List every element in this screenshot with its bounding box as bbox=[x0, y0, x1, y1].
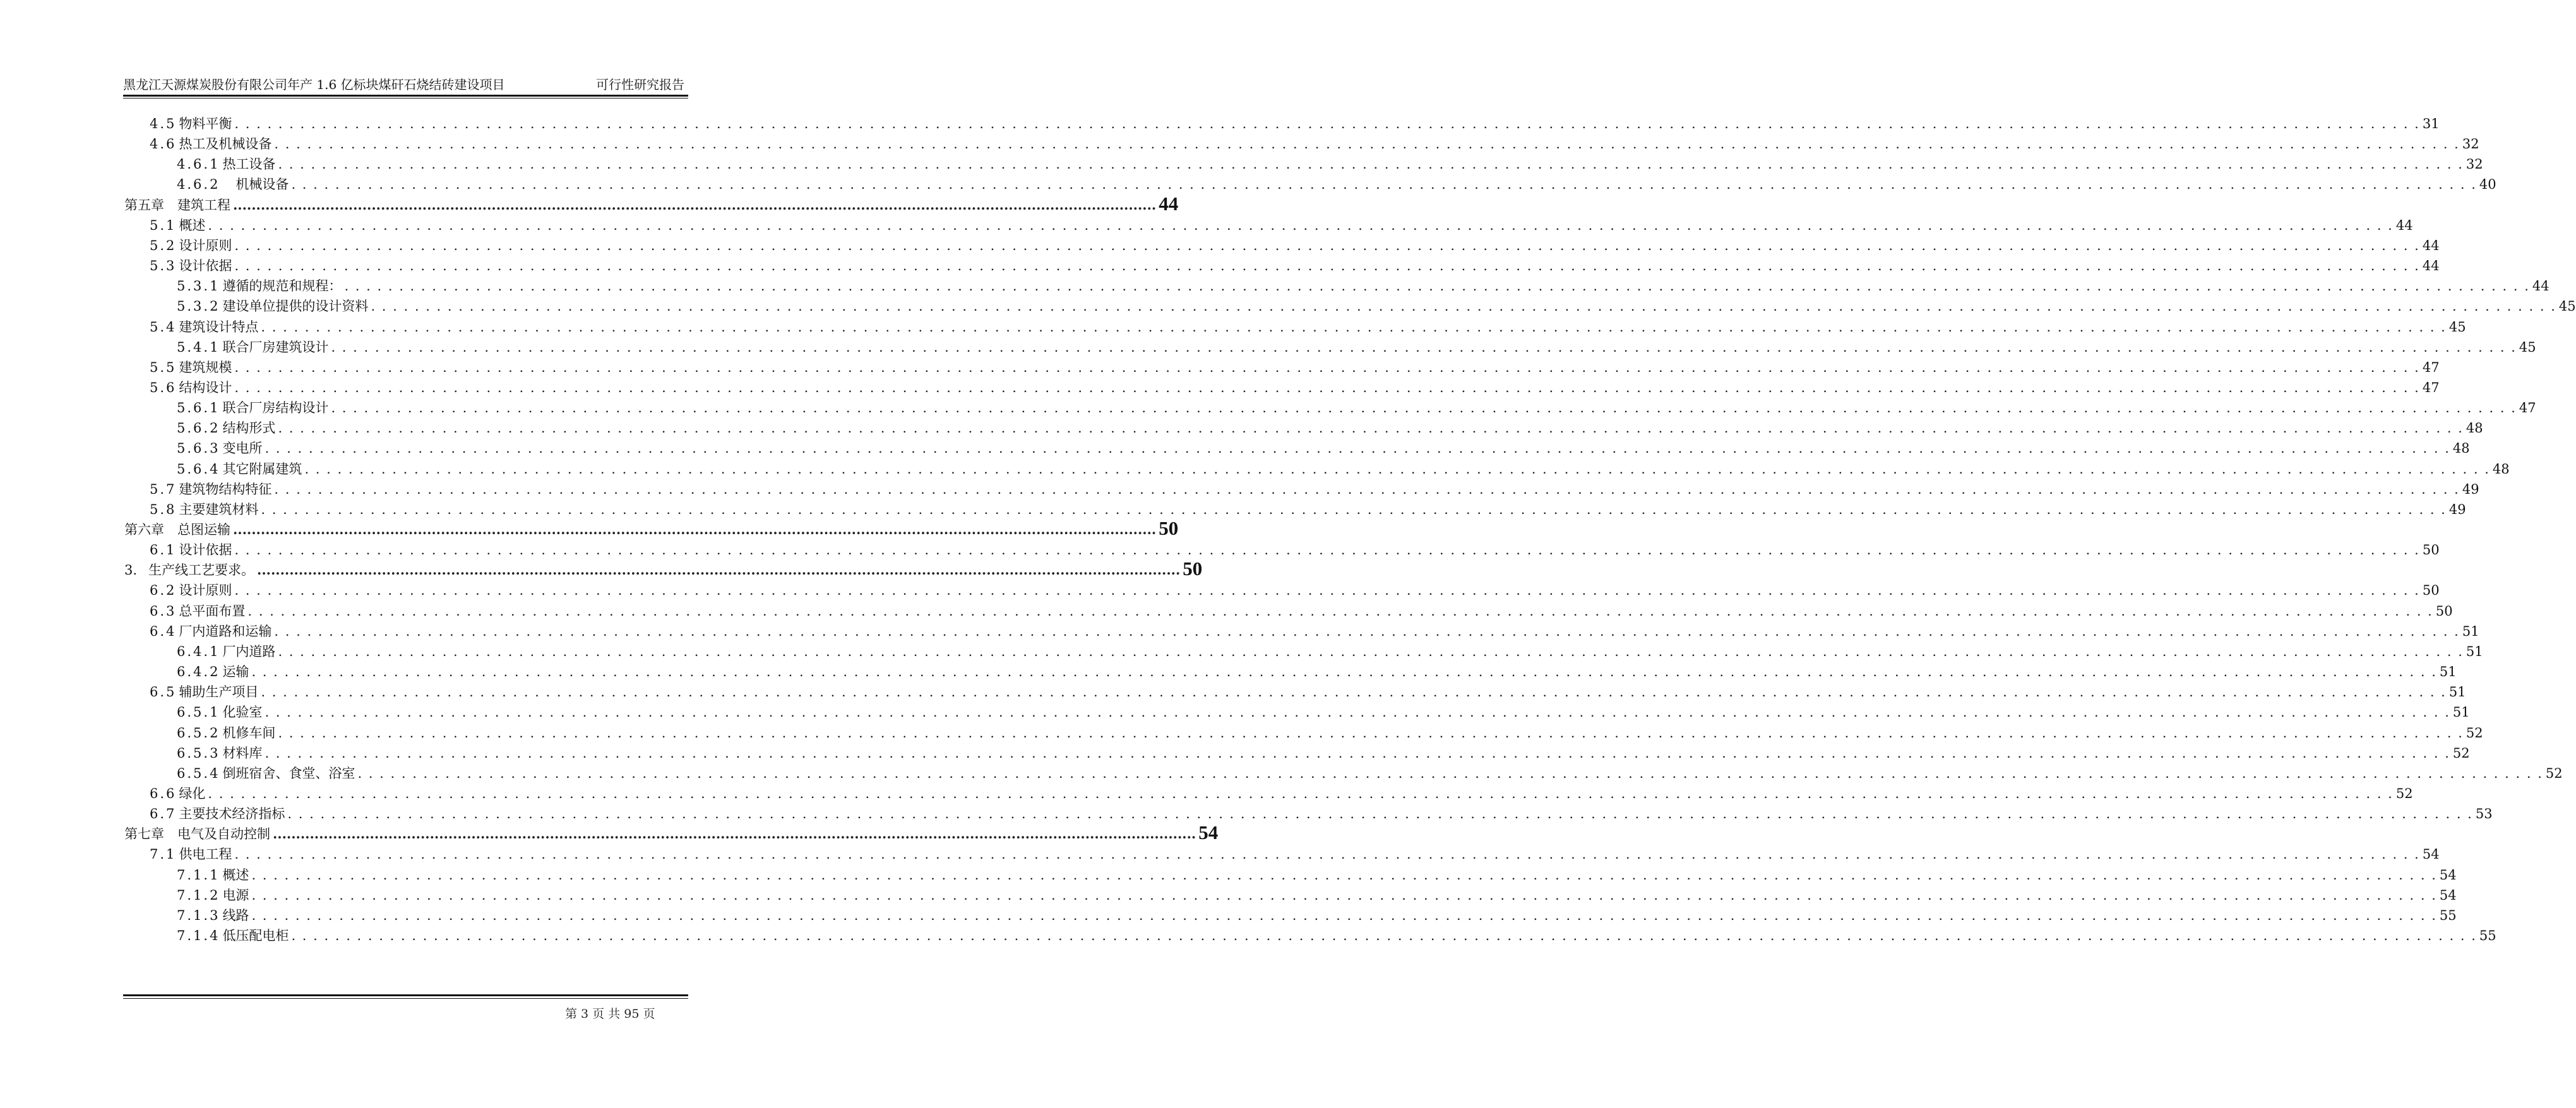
toc-entry[interactable] bbox=[177, 437, 2470, 457]
toc-entry[interactable] bbox=[177, 762, 2563, 782]
toc-dot-leader: . . . . . . . . . . . . . . . . . . . . . . . . . . . . . . . . . . . . . . . . . . . . . . . . . . . . . . . . . . . . . . . . . . . . . . . . . . . . . . . . . . . . . . . . . . . . . . . . . . . . . . . . . . . . . . . . . . . . . . . . . . . . . . . . . . . . . . . . . . . . . . . . . . . . . . . . . . . . . . . . . . . . . . . . . . . . . . . . . . . . . . . . . . . . . . . . . . . . . . . . bbox=[234, 379, 2420, 395]
toc-entry-page: 45 bbox=[2558, 299, 2576, 314]
footer-rule-thick bbox=[123, 994, 688, 996]
toc-entry-number: 第六章 bbox=[124, 522, 164, 537]
toc-entry[interactable] bbox=[177, 640, 2483, 660]
toc-entry-page: 47 bbox=[2519, 400, 2536, 416]
toc-entry-title: 结构形式 bbox=[222, 420, 276, 436]
toc-entry[interactable] bbox=[124, 517, 1179, 539]
toc-entry-number: 5.1 bbox=[150, 217, 177, 233]
toc-entry[interactable] bbox=[177, 904, 2457, 924]
toc-entry-title: 建筑物结构特征 bbox=[179, 481, 272, 497]
toc-entry-page: 47 bbox=[2422, 359, 2440, 375]
toc-entry-number: 7.1.1 bbox=[177, 867, 220, 883]
toc-entry-number: 4.6.2 bbox=[177, 177, 220, 193]
toc-entry-title: 设计依据 bbox=[179, 542, 232, 558]
toc-dot-leader: . . . . . . . . . . . . . . . . . . . . . . . . . . . . . . . . . . . . . . . . . . . . . . . . . . . . . . . . . . . . . . . . . . . . . . . . . . . . . . . . . . . . . . . . . . . . . . . . . . . . . . . . . . . . . . . . . . . . . . . . . . . . . . . . . . . . . . . . . . . . . . . . . . . . . . . . . . . . . . . . . . . . . . . . . . . . . . . . . . . . . . . . . . . . . . . . . . . . . . . . bbox=[208, 217, 2394, 233]
toc-entry[interactable] bbox=[177, 275, 2549, 295]
toc-entry-title: 化验室 bbox=[222, 705, 263, 720]
toc-dot-leader: . . . . . . . . . . . . . . . . . . . . . . . . . . . . . . . . . . . . . . . . . . . . . . . . . . . . . . . . . . . . . . . . . . . . . . . . . . . . . . . . . . . . . . . . . . . . . . . . . . . . . . . . . . . . . . . . . . . . . . . . . . . . . . . . . . . . . . . . . . . . . . . . . . . . . . . . . . . . . . . . . . . . . . . . . . . . . . . . . . . . . . . . . . . . . . . . . . . . . . . . bbox=[265, 745, 2450, 761]
toc-entry-title: 概述 bbox=[179, 217, 206, 233]
toc-entry-page: 45 bbox=[2448, 319, 2466, 335]
toc-entry-page: 44 bbox=[2422, 258, 2440, 274]
toc-entry-number: 6.5 bbox=[150, 684, 177, 700]
toc-dot-leader: ........................................................................................................................................................................................................ bbox=[233, 196, 1157, 213]
toc-entry-title: 建设单位提供的设计资料 bbox=[222, 299, 369, 314]
toc-dot-leader: . . . . . . . . . . . . . . . . . . . . . . . . . . . . . . . . . . . . . . . . . . . . . . . . . . . . . . . . . . . . . . . . . . . . . . . . . . . . . . . . . . . . . . . . . . . . . . . . . . . . . . . . . . . . . . . . . . . . . . . . . . . . . . . . . . . . . . . . . . . . . . . . . . . . . . . . . . . . . . . . . . . . . . . . . . . . . . . . . . . . . . . . . . . . . . . . . . . . . . . . bbox=[261, 319, 2447, 335]
toc-entry-number: 7.1.4 bbox=[177, 928, 220, 943]
toc-entry-number: 5.4 bbox=[150, 319, 177, 335]
toc-entry-title: 机修车间 bbox=[222, 725, 276, 741]
toc-entry-page: 44 bbox=[2422, 237, 2440, 253]
toc-entry-title: 机械设备 bbox=[222, 177, 289, 193]
toc-entry-number: 5.3.2 bbox=[177, 299, 220, 314]
toc-entry-number: 5.5 bbox=[150, 359, 177, 375]
toc-entry[interactable] bbox=[177, 153, 2483, 173]
toc-entry-number: 5.6.1 bbox=[177, 400, 220, 416]
toc-entry-title: 线路 bbox=[222, 907, 249, 923]
toc-dot-leader: . . . . . . . . . . . . . . . . . . . . . . . . . . . . . . . . . . . . . . . . . . . . . . . . . . . . . . . . . . . . . . . . . . . . . . . . . . . . . . . . . . . . . . . . . . . . . . . . . . . . . . . . . . . . . . . . . . . . . . . . . . . . . . . . . . . . . . . . . . . . . . . . . . . . . . . . . . . . . . . . . . . . . . . . . . . . . . . . . . . . . . . . . . . . . . . . . . . . . . . . bbox=[291, 177, 2477, 193]
toc-entry[interactable] bbox=[150, 112, 2440, 133]
toc-entry[interactable] bbox=[150, 316, 2466, 336]
toc-entry-page: 51 bbox=[2439, 664, 2457, 680]
toc-entry[interactable] bbox=[150, 600, 2453, 620]
toc-entry-page: 50 bbox=[2435, 603, 2453, 619]
toc-dot-leader: . . . . . . . . . . . . . . . . . . . . . . . . . . . . . . . . . . . . . . . . . . . . . . . . . . . . . . . . . . . . . . . . . . . . . . . . . . . . . . . . . . . . . . . . . . . . . . . . . . . . . . . . . . . . . . . . . . . . . . . . . . . . . . . . . . . . . . . . . . . . . . . . . . . . . . . . . . . . . . . . . . . . . . . . . . . . . . . . . . . . . . . . . . . . . . . . . . . . . . . . bbox=[234, 847, 2420, 862]
toc-entry-page: 50 bbox=[1183, 557, 1203, 580]
toc-dot-leader: . . . . . . . . . . . . . . . . . . . . . . . . . . . . . . . . . . . . . . . . . . . . . . . . . . . . . . . . . . . . . . . . . . . . . . . . . . . . . . . . . . . . . . . . . . . . . . . . . . . . . . . . . . . . . . . . . . . . . . . . . . . . . . . . . . . . . . . . . . . . . . . . . . . . . . . . . . . . . . . . . . . . . . . . . . . . . . . . . . . . . . . . . . . . . . . . . . . . . . . . bbox=[261, 684, 2447, 700]
toc-dot-leader: . . . . . . . . . . . . . . . . . . . . . . . . . . . . . . . . . . . . . . . . . . . . . . . . . . . . . . . . . . . . . . . . . . . . . . . . . . . . . . . . . . . . . . . . . . . . . . . . . . . . . . . . . . . . . . . . . . . . . . . . . . . . . . . . . . . . . . . . . . . . . . . . . . . . . . . . . . . . . . . . . . . . . . . . . . . . . . . . . . . . . . . . . . . . . . . . . . . . . . . . bbox=[251, 664, 2437, 680]
toc-entry-number: 5.8 bbox=[150, 501, 177, 517]
toc-entry-page: 54 bbox=[2439, 867, 2457, 883]
toc-dot-leader: . . . . . . . . . . . . . . . . . . . . . . . . . . . . . . . . . . . . . . . . . . . . . . . . . . . . . . . . . . . . . . . . . . . . . . . . . . . . . . . . . . . . . . . . . . . . . . . . . . . . . . . . . . . . . . . . . . . . . . . . . . . . . . . . . . . . . . . . . . . . . . . . . . . . . . . . . . . . . . . . . . . . . . . . . . . . . . . . . . . . . . . . . . . . . . . . . . . . . . . . bbox=[234, 583, 2420, 599]
toc-entry[interactable] bbox=[150, 782, 2413, 802]
toc-entry-title: 设计原则 bbox=[179, 583, 232, 599]
toc-dot-leader: . . . . . . . . . . . . . . . . . . . . . . . . . . . . . . . . . . . . . . . . . . . . . . . . . . . . . . . . . . . . . . . . . . . . . . . . . . . . . . . . . . . . . . . . . . . . . . . . . . . . . . . . . . . . . . . . . . . . . . . . . . . . . . . . . . . . . . . . . . . . . . . . . . . . . . . . . . . . . . . . . . . . . . . . . . . . . . . . . . . . . . . . . . . . . . . . . . . . . . . . bbox=[331, 339, 2517, 355]
toc-entry-title: 运输 bbox=[222, 664, 249, 680]
toc-entry-number: 6.4.1 bbox=[177, 643, 220, 659]
toc-entry[interactable] bbox=[177, 336, 2536, 356]
toc-entry-page: 53 bbox=[2475, 806, 2493, 822]
toc-entry-number: 3. bbox=[124, 563, 138, 578]
toc-entry-page: 31 bbox=[2422, 116, 2440, 131]
toc-dot-leader: . . . . . . . . . . . . . . . . . . . . . . . . . . . . . . . . . . . . . . . . . . . . . . . . . . . . . . . . . . . . . . . . . . . . . . . . . . . . . . . . . . . . . . . . . . . . . . . . . . . . . . . . . . . . . . . . . . . . . . . . . . . . . . . . . . . . . . . . . . . . . . . . . . . . . . . . . . . . . . . . . . . . . . . . . . . . . . . . . . . . . . . . . . . . . . . . . . . . . . . . bbox=[251, 907, 2437, 923]
toc-dot-leader: . . . . . . . . . . . . . . . . . . . . . . . . . . . . . . . . . . . . . . . . . . . . . . . . . . . . . . . . . . . . . . . . . . . . . . . . . . . . . . . . . . . . . . . . . . . . . . . . . . . . . . . . . . . . . . . . . . . . . . . . . . . . . . . . . . . . . . . . . . . . . . . . . . . . . . . . . . . . . . . . . . . . . . . . . . . . . . . . . . . . . . . . . . . . . . . . . . . . . . . . bbox=[234, 542, 2420, 558]
toc-entry-page: 48 bbox=[2492, 461, 2510, 477]
footer-rule-thin bbox=[123, 998, 688, 999]
toc-dot-leader: . . . . . . . . . . . . . . . . . . . . . . . . . . . . . . . . . . . . . . . . . . . . . . . . . . . . . . . . . . . . . . . . . . . . . . . . . . . . . . . . . . . . . . . . . . . . . . . . . . . . . . . . . . . . . . . . . . . . . . . . . . . . . . . . . . . . . . . . . . . . . . . . . . . . . . . . . . . . . . . . . . . . . . . . . . . . . . . . . . . . . . . . . . . . . . . . . . . . . . . . bbox=[234, 258, 2420, 274]
toc-entry-title: 材料库 bbox=[222, 745, 263, 761]
page-header bbox=[123, 74, 688, 93]
toc-entry-title: 变电所 bbox=[222, 441, 263, 456]
toc-entry-title: 总平面布置 bbox=[179, 603, 246, 619]
toc-entry[interactable] bbox=[177, 173, 2496, 193]
toc-entry-page: 51 bbox=[2448, 684, 2466, 700]
toc-entry[interactable] bbox=[177, 458, 2510, 478]
toc-entry-title: 建筑工程 bbox=[164, 197, 230, 213]
toc-entry-page: 47 bbox=[2422, 379, 2440, 395]
toc-entry-page: 51 bbox=[2452, 705, 2470, 720]
toc-entry-page: 55 bbox=[2439, 907, 2457, 923]
toc-entry-title: 建筑规模 bbox=[179, 359, 232, 375]
toc-dot-leader: . . . . . . . . . . . . . . . . . . . . . . . . . . . . . . . . . . . . . . . . . . . . . . . . . . . . . . . . . . . . . . . . . . . . . . . . . . . . . . . . . . . . . . . . . . . . . . . . . . . . . . . . . . . . . . . . . . . . . . . . . . . . . . . . . . . . . . . . . . . . . . . . . . . . . . . . . . . . . . . . . . . . . . . . . . . . . . . . . . . . . . . . . . . . . . . . . . . . . . . . bbox=[291, 928, 2477, 943]
toc-entry-title: 低压配电柜 bbox=[222, 928, 289, 943]
toc-entry-title: 遵循的规范和规程： bbox=[222, 278, 342, 294]
toc-entry-page: 54 bbox=[2422, 847, 2440, 862]
toc-entry-number: 7.1.2 bbox=[177, 887, 220, 903]
toc-entry[interactable] bbox=[150, 214, 2413, 234]
toc-entry-number: 6.2 bbox=[150, 583, 177, 599]
toc-entry[interactable] bbox=[150, 356, 2440, 376]
toc-entry-number: 5.6.4 bbox=[177, 461, 220, 477]
toc-dot-leader: . . . . . . . . . . . . . . . . . . . . . . . . . . . . . . . . . . . . . . . . . . . . . . . . . . . . . . . . . . . . . . . . . . . . . . . . . . . . . . . . . . . . . . . . . . . . . . . . . . . . . . . . . . . . . . . . . . . . . . . . . . . . . . . . . . . . . . . . . . . . . . . . . . . . . . . . . . . . . . . . . . . . . . . . . . . . . . . . . . . . . . . . . . . . . . . . . . . . . . . . bbox=[331, 400, 2517, 416]
toc-entry[interactable] bbox=[150, 254, 2440, 275]
toc-dot-leader: . . . . . . . . . . . . . . . . . . . . . . . . . . . . . . . . . . . . . . . . . . . . . . . . . . . . . . . . . . . . . . . . . . . . . . . . . . . . . . . . . . . . . . . . . . . . . . . . . . . . . . . . . . . . . . . . . . . . . . . . . . . . . . . . . . . . . . . . . . . . . . . . . . . . . . . . . . . . . . . . . . . . . . . . . . . . . . . . . . . . . . . . . . . . . . . . . . . . . . . . bbox=[274, 623, 2460, 639]
toc-entry-number: 4.6 bbox=[150, 136, 177, 152]
toc-entry[interactable] bbox=[150, 133, 2479, 153]
toc-dot-leader: ........................................................................................................................................................................................................ bbox=[257, 562, 1181, 578]
toc-entry[interactable] bbox=[177, 722, 2483, 742]
toc-entry-page: 48 bbox=[2452, 441, 2470, 456]
toc-entry-title: 厂内道路 bbox=[222, 643, 276, 659]
toc-entry-page: 51 bbox=[2462, 623, 2479, 639]
toc-entry[interactable] bbox=[177, 660, 2457, 681]
toc-entry-number: 6.5.3 bbox=[177, 745, 220, 761]
toc-entry-number: 第七章 bbox=[124, 826, 164, 842]
toc-dot-leader: . . . . . . . . . . . . . . . . . . . . . . . . . . . . . . . . . . . . . . . . . . . . . . . . . . . . . . . . . . . . . . . . . . . . . . . . . . . . . . . . . . . . . . . . . . . . . . . . . . . . . . . . . . . . . . . . . . . . . . . . . . . . . . . . . . . . . . . . . . . . . . . . . . . . . . . . . . . . . . . . . . . . . . . . . . . . . . . . . . . . . . . . . . . . . . . . . . . . . . . . bbox=[261, 501, 2447, 517]
toc-entry[interactable] bbox=[177, 701, 2470, 721]
toc-entry-title: 联合厂房建筑设计 bbox=[222, 339, 329, 355]
toc-entry-page: 32 bbox=[2462, 136, 2479, 152]
toc-entry-title: 倒班宿舍、食堂、浴室 bbox=[222, 765, 355, 781]
toc-entry-number: 5.6.3 bbox=[177, 441, 220, 456]
toc-dot-leader: . . . . . . . . . . . . . . . . . . . . . . . . . . . . . . . . . . . . . . . . . . . . . . . . . . . . . . . . . . . . . . . . . . . . . . . . . . . . . . . . . . . . . . . . . . . . . . . . . . . . . . . . . . . . . . . . . . . . . . . . . . . . . . . . . . . . . . . . . . . . . . . . . . . . . . . . . . . . . . . . . . . . . . . . . . . . . . . . . . . . . . . . . . . . . . . . . . . . . . . . bbox=[251, 887, 2437, 903]
toc-entry-number: 6.4 bbox=[150, 623, 177, 639]
toc-dot-leader: . . . . . . . . . . . . . . . . . . . . . . . . . . . . . . . . . . . . . . . . . . . . . . . . . . . . . . . . . . . . . . . . . . . . . . . . . . . . . . . . . . . . . . . . . . . . . . . . . . . . . . . . . . . . . . . . . . . . . . . . . . . . . . . . . . . . . . . . . . . . . . . . . . . . . . . . . . . . . . . . . . . . . . . . . . . . . . . . . . . . . . . . . . . . . . . . . . . . . . . . bbox=[357, 765, 2543, 781]
toc-entry[interactable] bbox=[150, 620, 2479, 640]
toc-dot-leader: . . . . . . . . . . . . . . . . . . . . . . . . . . . . . . . . . . . . . . . . . . . . . . . . . . . . . . . . . . . . . . . . . . . . . . . . . . . . . . . . . . . . . . . . . . . . . . . . . . . . . . . . . . . . . . . . . . . . . . . . . . . . . . . . . . . . . . . . . . . . . . . . . . . . . . . . . . . . . . . . . . . . . . . . . . . . . . . . . . . . . . . . . . . . . . . . . . . . . . . . bbox=[287, 806, 2473, 822]
toc-entry-number: 4.6.1 bbox=[177, 157, 220, 172]
toc-entry-number: 5.6 bbox=[150, 379, 177, 395]
toc-entry-page: 45 bbox=[2519, 339, 2536, 355]
toc-entry-title: 总图运输 bbox=[164, 522, 230, 537]
toc-entry[interactable] bbox=[177, 295, 2576, 315]
toc-entry-page: 50 bbox=[2422, 542, 2440, 558]
toc-entry[interactable] bbox=[150, 843, 2440, 863]
toc-entry-title: 物料平衡 bbox=[179, 116, 232, 131]
toc-entry-title: 热工设备 bbox=[222, 157, 276, 172]
toc-entry-number: 5.2 bbox=[150, 237, 177, 253]
toc-dot-leader: . . . . . . . . . . . . . . . . . . . . . . . . . . . . . . . . . . . . . . . . . . . . . . . . . . . . . . . . . . . . . . . . . . . . . . . . . . . . . . . . . . . . . . . . . . . . . . . . . . . . . . . . . . . . . . . . . . . . . . . . . . . . . . . . . . . . . . . . . . . . . . . . . . . . . . . . . . . . . . . . . . . . . . . . . . . . . . . . . . . . . . . . . . . . . . . . . . . . . . . . bbox=[371, 299, 2556, 314]
toc-dot-leader: . . . . . . . . . . . . . . . . . . . . . . . . . . . . . . . . . . . . . . . . . . . . . . . . . . . . . . . . . . . . . . . . . . . . . . . . . . . . . . . . . . . . . . . . . . . . . . . . . . . . . . . . . . . . . . . . . . . . . . . . . . . . . . . . . . . . . . . . . . . . . . . . . . . . . . . . . . . . . . . . . . . . . . . . . . . . . . . . . . . . . . . . . . . . . . . . . . . . . . . . bbox=[251, 867, 2437, 883]
toc-entry-page: 51 bbox=[2466, 643, 2483, 659]
toc-entry-title: 辅助生产项目 bbox=[179, 684, 259, 700]
toc-entry-page: 52 bbox=[2466, 725, 2483, 741]
toc-entry[interactable] bbox=[150, 376, 2440, 396]
toc-entry-number: 5.3.1 bbox=[177, 278, 220, 294]
toc-entry[interactable] bbox=[177, 864, 2457, 884]
toc-entry-number: 6.1 bbox=[150, 542, 177, 558]
toc-dot-leader: . . . . . . . . . . . . . . . . . . . . . . . . . . . . . . . . . . . . . . . . . . . . . . . . . . . . . . . . . . . . . . . . . . . . . . . . . . . . . . . . . . . . . . . . . . . . . . . . . . . . . . . . . . . . . . . . . . . . . . . . . . . . . . . . . . . . . . . . . . . . . . . . . . . . . . . . . . . . . . . . . . . . . . . . . . . . . . . . . . . . . . . . . . . . . . . . . . . . . . . . bbox=[234, 237, 2420, 253]
toc-entry-page: 44 bbox=[2532, 278, 2549, 294]
toc-entry-page: 55 bbox=[2479, 928, 2496, 943]
toc-entry-page: 50 bbox=[1159, 517, 1179, 539]
header-project-title: 黑龙江天源煤炭股份有限公司年产 1.6 亿标块煤矸石烧结砖建设项目 bbox=[123, 77, 505, 92]
toc-entry-number: 6.7 bbox=[150, 806, 177, 822]
toc-entry-page: 44 bbox=[2395, 217, 2413, 233]
toc-entry[interactable] bbox=[177, 924, 2496, 944]
toc-dot-leader: . . . . . . . . . . . . . . . . . . . . . . . . . . . . . . . . . . . . . . . . . . . . . . . . . . . . . . . . . . . . . . . . . . . . . . . . . . . . . . . . . . . . . . . . . . . . . . . . . . . . . . . . . . . . . . . . . . . . . . . . . . . . . . . . . . . . . . . . . . . . . . . . . . . . . . . . . . . . . . . . . . . . . . . . . . . . . . . . . . . . . . . . . . . . . . . . . . . . . . . . bbox=[247, 603, 2433, 619]
toc-entry-number: 6.5.4 bbox=[177, 765, 220, 781]
toc-dot-leader: . . . . . . . . . . . . . . . . . . . . . . . . . . . . . . . . . . . . . . . . . . . . . . . . . . . . . . . . . . . . . . . . . . . . . . . . . . . . . . . . . . . . . . . . . . . . . . . . . . . . . . . . . . . . . . . . . . . . . . . . . . . . . . . . . . . . . . . . . . . . . . . . . . . . . . . . . . . . . . . . . . . . . . . . . . . . . . . . . . . . . . . . . . . . . . . . . . . . . . . . bbox=[278, 420, 2464, 436]
toc-entry-title: 建筑设计特点 bbox=[179, 319, 259, 335]
toc-dot-leader: . . . . . . . . . . . . . . . . . . . . . . . . . . . . . . . . . . . . . . . . . . . . . . . . . . . . . . . . . . . . . . . . . . . . . . . . . . . . . . . . . . . . . . . . . . . . . . . . . . . . . . . . . . . . . . . . . . . . . . . . . . . . . . . . . . . . . . . . . . . . . . . . . . . . . . . . . . . . . . . . . . . . . . . . . . . . . . . . . . . . . . . . . . . . . . . . . . . . . . . . bbox=[234, 359, 2420, 375]
toc-entry-title: 结构设计 bbox=[179, 379, 232, 395]
toc-entry-page: 52 bbox=[2395, 785, 2413, 801]
page-number: 第 3 页 共 95 页 bbox=[565, 1007, 655, 1021]
toc-entry-page: 49 bbox=[2448, 501, 2466, 517]
toc-entry-number: 第五章 bbox=[124, 197, 164, 213]
toc-entry-number: 7.1.3 bbox=[177, 907, 220, 923]
toc-dot-leader: . . . . . . . . . . . . . . . . . . . . . . . . . . . . . . . . . . . . . . . . . . . . . . . . . . . . . . . . . . . . . . . . . . . . . . . . . . . . . . . . . . . . . . . . . . . . . . . . . . . . . . . . . . . . . . . . . . . . . . . . . . . . . . . . . . . . . . . . . . . . . . . . . . . . . . . . . . . . . . . . . . . . . . . . . . . . . . . . . . . . . . . . . . . . . . . . . . . . . . . . bbox=[234, 116, 2420, 131]
toc-entry[interactable] bbox=[177, 742, 2470, 762]
toc-entry-number: 5.6.2 bbox=[177, 420, 220, 436]
toc-entry[interactable] bbox=[124, 821, 1219, 844]
toc-entry-title: 其它附属建筑 bbox=[222, 461, 302, 477]
toc-entry-number: 6.4.2 bbox=[177, 664, 220, 680]
toc-dot-leader: . . . . . . . . . . . . . . . . . . . . . . . . . . . . . . . . . . . . . . . . . . . . . . . . . . . . . . . . . . . . . . . . . . . . . . . . . . . . . . . . . . . . . . . . . . . . . . . . . . . . . . . . . . . . . . . . . . . . . . . . . . . . . . . . . . . . . . . . . . . . . . . . . . . . . . . . . . . . . . . . . . . . . . . . . . . . . . . . . . . . . . . . . . . . . . . . . . . . . . . . bbox=[208, 785, 2394, 801]
toc-entry-title: 主要建筑材料 bbox=[179, 501, 259, 517]
toc-entry[interactable] bbox=[177, 884, 2457, 904]
toc-entry-page: 48 bbox=[2466, 420, 2483, 436]
toc-entry[interactable] bbox=[150, 681, 2466, 701]
toc-entry[interactable] bbox=[124, 557, 1203, 580]
toc-entry-number: 5.7 bbox=[150, 481, 177, 497]
toc-dot-leader: ........................................................................................................................................................................................................ bbox=[233, 521, 1157, 537]
toc-entry-number: 4.5 bbox=[150, 116, 177, 131]
toc-entry-number: 6.3 bbox=[150, 603, 177, 619]
toc-entry[interactable] bbox=[177, 396, 2536, 417]
toc-dot-leader: . . . . . . . . . . . . . . . . . . . . . . . . . . . . . . . . . . . . . . . . . . . . . . . . . . . . . . . . . . . . . . . . . . . . . . . . . . . . . . . . . . . . . . . . . . . . . . . . . . . . . . . . . . . . . . . . . . . . . . . . . . . . . . . . . . . . . . . . . . . . . . . . . . . . . . . . . . . . . . . . . . . . . . . . . . . . . . . . . . . . . . . . . . . . . . . . . . . . . . . . bbox=[278, 725, 2464, 741]
toc-entry[interactable] bbox=[150, 478, 2479, 498]
toc-entry-title: 热工及机械设备 bbox=[179, 136, 272, 152]
toc-dot-leader: . . . . . . . . . . . . . . . . . . . . . . . . . . . . . . . . . . . . . . . . . . . . . . . . . . . . . . . . . . . . . . . . . . . . . . . . . . . . . . . . . . . . . . . . . . . . . . . . . . . . . . . . . . . . . . . . . . . . . . . . . . . . . . . . . . . . . . . . . . . . . . . . . . . . . . . . . . . . . . . . . . . . . . . . . . . . . . . . . . . . . . . . . . . . . . . . . . . . . . . . bbox=[265, 705, 2450, 720]
toc-entry-page: 32 bbox=[2466, 157, 2483, 172]
toc-entry[interactable] bbox=[177, 417, 2483, 437]
toc-entry-number: 6.5.1 bbox=[177, 705, 220, 720]
toc-dot-leader: . . . . . . . . . . . . . . . . . . . . . . . . . . . . . . . . . . . . . . . . . . . . . . . . . . . . . . . . . . . . . . . . . . . . . . . . . . . . . . . . . . . . . . . . . . . . . . . . . . . . . . . . . . . . . . . . . . . . . . . . . . . . . . . . . . . . . . . . . . . . . . . . . . . . . . . . . . . . . . . . . . . . . . . . . . . . . . . . . . . . . . . . . . . . . . . . . . . . . . . . bbox=[278, 643, 2464, 659]
toc-entry-page: 54 bbox=[2439, 887, 2457, 903]
toc-entry-title: 主要技术经济指标 bbox=[179, 806, 285, 822]
header-rule-thick bbox=[123, 95, 688, 97]
toc-entry-title: 供电工程 bbox=[179, 847, 232, 862]
toc-entry-title: 设计原则 bbox=[179, 237, 232, 253]
toc-entry-title: 厂内道路和运输 bbox=[179, 623, 272, 639]
toc-entry-page: 54 bbox=[1198, 821, 1219, 844]
toc-entry-title: 联合厂房结构设计 bbox=[222, 400, 329, 416]
toc-entry[interactable] bbox=[124, 192, 1179, 215]
toc-entry[interactable] bbox=[150, 234, 2440, 254]
toc-entry-number: 5.4.1 bbox=[177, 339, 220, 355]
toc-dot-leader: ........................................................................................................................................................................................................ bbox=[273, 826, 1196, 842]
toc-entry[interactable] bbox=[150, 498, 2466, 518]
toc-entry-title: 绿化 bbox=[179, 785, 206, 801]
toc-entry-title: 电气及自动控制 bbox=[164, 826, 270, 842]
toc-dot-leader: . . . . . . . . . . . . . . . . . . . . . . . . . . . . . . . . . . . . . . . . . . . . . . . . . . . . . . . . . . . . . . . . . . . . . . . . . . . . . . . . . . . . . . . . . . . . . . . . . . . . . . . . . . . . . . . . . . . . . . . . . . . . . . . . . . . . . . . . . . . . . . . . . . . . . . . . . . . . . . . . . . . . . . . . . . . . . . . . . . . . . . . . . . . . . . . . . . . . . . . . bbox=[278, 157, 2464, 172]
toc-entry-title: 电源 bbox=[222, 887, 249, 903]
toc-entry-page: 40 bbox=[2479, 177, 2496, 193]
toc-dot-leader: . . . . . . . . . . . . . . . . . . . . . . . . . . . . . . . . . . . . . . . . . . . . . . . . . . . . . . . . . . . . . . . . . . . . . . . . . . . . . . . . . . . . . . . . . . . . . . . . . . . . . . . . . . . . . . . . . . . . . . . . . . . . . . . . . . . . . . . . . . . . . . . . . . . . . . . . . . . . . . . . . . . . . . . . . . . . . . . . . . . . . . . . . . . . . . . . . . . . . . . . bbox=[265, 441, 2450, 456]
toc-entry-title: 生产线工艺要求。 bbox=[148, 563, 255, 578]
toc-dot-leader: . . . . . . . . . . . . . . . . . . . . . . . . . . . . . . . . . . . . . . . . . . . . . . . . . . . . . . . . . . . . . . . . . . . . . . . . . . . . . . . . . . . . . . . . . . . . . . . . . . . . . . . . . . . . . . . . . . . . . . . . . . . . . . . . . . . . . . . . . . . . . . . . . . . . . . . . . . . . . . . . . . . . . . . . . . . . . . . . . . . . . . . . . . . . . . . . . . . . . . . . bbox=[274, 136, 2460, 152]
toc-entry-title: 设计依据 bbox=[179, 258, 232, 274]
toc-entry-page: 49 bbox=[2462, 481, 2479, 497]
toc-entry-page: 44 bbox=[1159, 192, 1179, 215]
toc-dot-leader: . . . . . . . . . . . . . . . . . . . . . . . . . . . . . . . . . . . . . . . . . . . . . . . . . . . . . . . . . . . . . . . . . . . . . . . . . . . . . . . . . . . . . . . . . . . . . . . . . . . . . . . . . . . . . . . . . . . . . . . . . . . . . . . . . . . . . . . . . . . . . . . . . . . . . . . . . . . . . . . . . . . . . . . . . . . . . . . . . . . . . . . . . . . . . . . . . . . . . . . . bbox=[274, 481, 2460, 497]
toc-entry-number: 6.6 bbox=[150, 785, 177, 801]
toc-entry-page: 50 bbox=[2422, 583, 2440, 599]
toc-entry-page: 52 bbox=[2545, 765, 2563, 781]
header-doc-type: 可行性研究报告 bbox=[596, 77, 684, 92]
toc-entry[interactable] bbox=[150, 579, 2440, 599]
toc-dot-leader: . . . . . . . . . . . . . . . . . . . . . . . . . . . . . . . . . . . . . . . . . . . . . . . . . . . . . . . . . . . . . . . . . . . . . . . . . . . . . . . . . . . . . . . . . . . . . . . . . . . . . . . . . . . . . . . . . . . . . . . . . . . . . . . . . . . . . . . . . . . . . . . . . . . . . . . . . . . . . . . . . . . . . . . . . . . . . . . . . . . . . . . . . . . . . . . . . . . . . . . . bbox=[344, 278, 2530, 294]
toc-dot-leader: . . . . . . . . . . . . . . . . . . . . . . . . . . . . . . . . . . . . . . . . . . . . . . . . . . . . . . . . . . . . . . . . . . . . . . . . . . . . . . . . . . . . . . . . . . . . . . . . . . . . . . . . . . . . . . . . . . . . . . . . . . . . . . . . . . . . . . . . . . . . . . . . . . . . . . . . . . . . . . . . . . . . . . . . . . . . . . . . . . . . . . . . . . . . . . . . . . . . . . . . bbox=[304, 461, 2490, 477]
toc-entry-title: 概述 bbox=[222, 867, 249, 883]
toc-entry-page: 52 bbox=[2452, 745, 2470, 761]
toc-entry-number: 7.1 bbox=[150, 847, 177, 862]
toc-entry[interactable] bbox=[150, 802, 2493, 823]
toc-entry-number: 5.3 bbox=[150, 258, 177, 274]
toc-entry-number: 6.5.2 bbox=[177, 725, 220, 741]
toc-entry[interactable] bbox=[150, 539, 2440, 559]
